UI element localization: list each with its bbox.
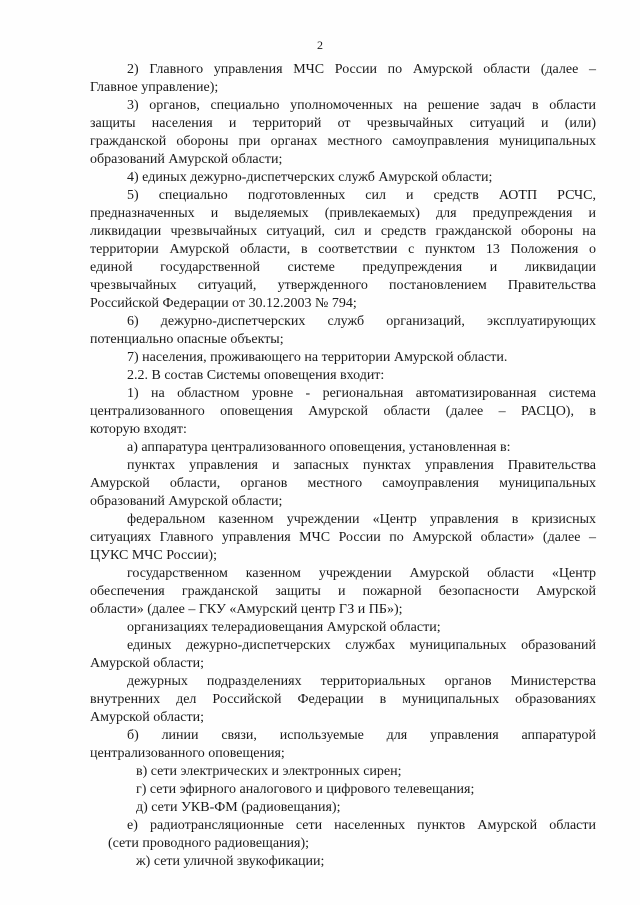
text-line: ЦУКС МЧС России); [90,548,217,563]
text-line: централизованного оповещения Амурской области (далее – РАСЦО), в [90,404,596,419]
text-line: 4) единых дежурно-диспетчерских служб Амурской области; [127,170,493,185]
text-line: которую входят: [90,422,187,437]
text-line: 2) Главного управления МЧС России по Амурской области (далее – [127,62,596,77]
text-line: б) линии связи, используемые для управления аппаратурой [127,728,596,743]
text-line: Амурской области, органов местного самоуправления муниципальных [90,476,596,491]
text-line: области» (далее – ГКУ «Амурский центр ГЗ и ПБ»); [90,602,403,617]
text-line: ситуациях Главного управления МЧС России по Амурской области» (далее – [90,530,596,545]
text-line: чрезвычайных ситуаций, утвержденного постановлением Правительства [90,278,596,293]
text-line: федеральном казенном учреждении «Центр управления в кризисных [127,512,596,527]
text-line: пунктах управления и запасных пунктах управления Правительства [127,458,596,473]
text-line: внутренних дел Российской Федерации в муниципальных образованиях [90,692,596,707]
text-line: 2.2. В состав Системы оповещения входит: [127,368,385,383]
text-line: г) сети эфирного аналогового и цифрового телевещания; [136,782,475,797]
text-line: потенциально опасные объекты; [90,332,284,347]
text-line: д) сети УКВ-ФМ (радиовещания); [136,800,341,815]
page-number: 2 [317,38,323,52]
text-line: гражданской обороны при органах местного самоуправления муниципальных [90,134,596,149]
text-line: (сети проводного радиовещания); [108,836,310,851]
text-line: государственном казенном учреждении Амурской области «Центр [127,566,596,581]
text-line: территории Амурской области, в соответствии с пунктом 13 Положения о [90,242,596,257]
text-line: Амурской области; [90,710,204,725]
text-line: дежурных подразделениях территориальных органов Министерства [127,674,596,689]
text-line: Главное управление); [90,80,219,95]
text-line: 6) дежурно-диспетчерских служб организаций, эксплуатирующих [127,314,596,329]
text-line: предназначенных и выделяемых (привлекаемых) для предупреждения и [90,206,596,221]
text-line: 3) органов, специально уполномоченных на решение задач в области [127,98,596,113]
text-line: е) радиотрансляционные сети населенных пунктов Амурской области [127,818,596,833]
text-line: 5) специально подготовленных сил и средств АОТП РСЧС, [127,188,596,203]
text-line: защиты населения и территорий от чрезвычайных ситуаций и (или) [90,116,596,131]
text-line: Амурской области; [90,656,204,671]
text-line: единых дежурно-диспетчерских службах муниципальных образований [127,638,596,653]
text-line: централизованного оповещения; [90,746,285,761]
text-line: образований Амурской области; [90,494,283,509]
text-line: ж) сети уличной звукофикации; [136,854,325,869]
text-line: Российской Федерации от 30.12.2003 № 794; [90,296,357,311]
text-line: организациях телерадиовещания Амурской области; [127,620,441,635]
text-line: единой государственной системе предупреждения и ликвидации [90,260,596,275]
text-line: в) сети электрических и электронных сирен; [136,764,402,779]
text-line: обеспечения гражданской защиты и пожарной безопасности Амурской [90,584,596,599]
text-line: 7) населения, проживающего на территории Амурской области. [127,350,508,365]
text-line: а) аппаратура централизованного оповещения, установленная в: [127,440,511,455]
text-line: образований Амурской области; [90,152,283,167]
text-line: 1) на областном уровне - региональная автоматизированная система [127,386,596,401]
text-line: ликвидации чрезвычайных ситуаций, сил и средств гражданской обороны на [90,224,596,239]
